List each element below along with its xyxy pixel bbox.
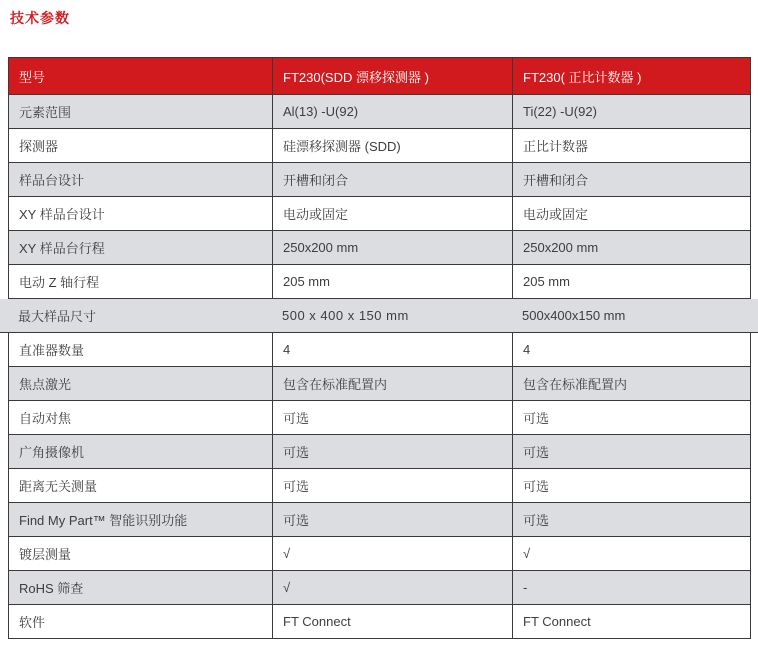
- sdd-model-value: 500 x 400 x 150 mm: [282, 308, 409, 323]
- table-row: [8, 469, 751, 503]
- proportional-model-value: √: [512, 537, 751, 570]
- row-label: 电动 Z 轴行程: [8, 265, 272, 298]
- table-row: [8, 367, 751, 401]
- table-row: [8, 605, 751, 639]
- row-label: RoHS 筛查: [8, 571, 272, 604]
- proportional-model-value: 可选: [512, 401, 751, 434]
- table-row: [8, 265, 751, 299]
- proportional-model-value: 500x400x150 mm: [522, 308, 626, 323]
- spec-table: [8, 57, 751, 639]
- table-row: [0, 299, 758, 333]
- proportional-model-value: 可选: [512, 469, 751, 502]
- proportional-model-value: 4: [512, 333, 751, 366]
- table-row: [8, 197, 751, 231]
- proportional-model-value: 250x200 mm: [512, 231, 751, 264]
- sdd-model-value: 硅漂移探测器 (SDD): [272, 129, 512, 162]
- sdd-model-value: 包含在标准配置内: [272, 367, 512, 400]
- table-row: [8, 333, 751, 367]
- row-label: XY 样品台行程: [8, 231, 272, 264]
- sdd-model-value: 可选: [272, 469, 512, 502]
- table-row: [8, 571, 751, 605]
- table-row: [8, 435, 751, 469]
- sdd-model-value: 开槽和闭合: [272, 163, 512, 196]
- proportional-model-value: -: [512, 571, 751, 604]
- sdd-model-value: 4: [272, 333, 512, 366]
- row-label: 广角摄像机: [8, 435, 272, 468]
- sdd-model-value: 250x200 mm: [272, 231, 512, 264]
- table-row: [8, 129, 751, 163]
- table-row: [8, 537, 751, 571]
- column-header-proportional-counter: FT230( 正比计数器 ): [512, 58, 751, 94]
- proportional-model-value: 可选: [512, 503, 751, 536]
- sdd-model-value: 电动或固定: [272, 197, 512, 230]
- table-row: [8, 401, 751, 435]
- table-body: [8, 95, 751, 639]
- row-label: 样品台设计: [8, 163, 272, 196]
- proportional-model-value: 可选: [512, 435, 751, 468]
- proportional-model-value: 电动或固定: [512, 197, 751, 230]
- proportional-model-value: FT Connect: [512, 605, 751, 638]
- table-row: [8, 231, 751, 265]
- row-label: 自动对焦: [8, 401, 272, 434]
- row-label: 直准器数量: [8, 333, 272, 366]
- table-header-row: [8, 58, 751, 95]
- proportional-model-value: 205 mm: [512, 265, 751, 298]
- row-label: 元素范围: [8, 95, 272, 128]
- table-row: [8, 95, 751, 129]
- proportional-model-value: 开槽和闭合: [512, 163, 751, 196]
- sdd-model-value: Al(13) -U(92): [272, 95, 512, 128]
- table-row: [8, 503, 751, 537]
- proportional-model-value: Ti(22) -U(92): [512, 95, 751, 128]
- proportional-model-value: 正比计数器: [512, 129, 751, 162]
- sdd-model-value: √: [272, 571, 512, 604]
- sdd-model-value: 可选: [272, 503, 512, 536]
- sdd-model-value: 可选: [272, 401, 512, 434]
- sdd-model-value: FT Connect: [272, 605, 512, 638]
- row-label: 软件: [8, 605, 272, 638]
- row-label: 探测器: [8, 129, 272, 162]
- row-label: 最大样品尺寸: [18, 309, 97, 324]
- page-title: 技术参数: [10, 10, 70, 26]
- table-row: [8, 163, 751, 197]
- column-header-model: 型号: [8, 58, 272, 94]
- row-label: 焦点激光: [8, 367, 272, 400]
- proportional-model-value: 包含在标准配置内: [512, 367, 751, 400]
- sdd-model-value: 205 mm: [272, 265, 512, 298]
- row-label: 镀层测量: [8, 537, 272, 570]
- row-label: XY 样品台设计: [8, 197, 272, 230]
- row-label: Find My Part™ 智能识别功能: [8, 503, 272, 536]
- sdd-model-value: √: [272, 537, 512, 570]
- sdd-model-value: 可选: [272, 435, 512, 468]
- column-header-sdd-detector: FT230(SDD 漂移探测器 ): [272, 58, 512, 94]
- row-label: 距离无关测量: [8, 469, 272, 502]
